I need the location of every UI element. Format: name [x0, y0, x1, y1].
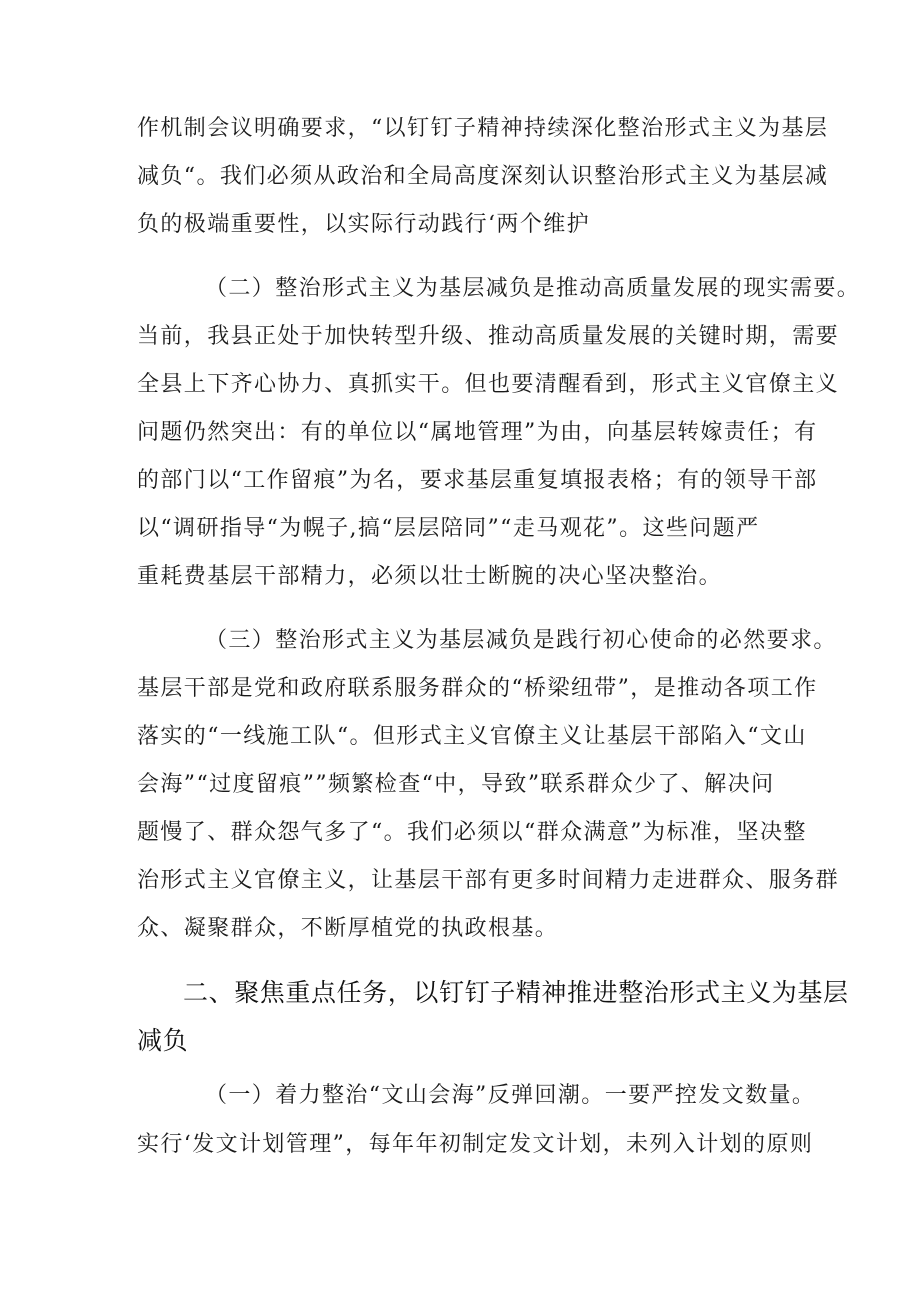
text-line: 的部门以“工作留痕”为名，要求基层重复填报表格；有的领导干部 — [137, 468, 818, 493]
section-heading: 二、聚焦重点任务，以钉钉子精神推进整治形式主义为基层 — [183, 978, 849, 1007]
text-line: 以“调研指导“为幌子,搞“层层陪同”“走马观花”。这些问题严 — [137, 516, 760, 541]
text-line: 作机制会议明确要求，“以钉钉子精神持续深化整治形式主义为基层 — [137, 116, 829, 141]
text-line: 基层干部是党和政府联系服务群众的“桥梁纽带”，是推动各项工作 — [137, 676, 818, 701]
text-line: 众、凝聚群众，不断厚植党的执政根基。 — [137, 916, 559, 941]
text-line: 当前，我县正处于加快转型升级、推动高质量发展的关键时期，需要 — [137, 324, 840, 349]
paragraph-lead-line: （一）着力整治“文山会海”反弹回潮。一要严控发文数量。 — [205, 1083, 816, 1108]
text-line: 落实的“一线施工队“。但形式主义官僚主义让基层干部陷入“文山 — [137, 724, 807, 749]
paragraph-lead-line: （二）整治形式主义为基层减负是推动高质量发展的现实需要。 — [205, 276, 861, 301]
text-line: 减负“。我们必须从政治和全局高度深刻认识整治形式主义为基层减 — [137, 164, 829, 189]
text-line: 问题仍然突出：有的单位以“属地管理”为由，向基层转嫁责任；有 — [137, 420, 818, 445]
text-line: 负的极端重要性，以实际行动践行‘两个维护 — [137, 212, 590, 237]
text-line: 重耗费基层干部精力，必须以壮士断腕的决心坚决整治。 — [137, 564, 723, 589]
text-line: 题慢了、群众怨气多了“。我们必须以“群众满意”为标准，坚决整 — [137, 820, 807, 845]
text-line: 实行‘发文计划管理”，每年年初制定发文计划，未列入计划的原则 — [137, 1132, 814, 1157]
section-heading-continuation: 减负 — [137, 1026, 189, 1055]
text-line: 治形式主义官僚主义，让基层干部有更多时间精力走进群众、服务群 — [137, 868, 840, 893]
text-line: 全县上下齐心协力、真抓实干。但也要清醒看到，形式主义官僚主义 — [137, 372, 840, 397]
text-line: 会海”“过度留痕””频繁检查“中，导致”联系群众少了、解决问 — [137, 772, 775, 797]
paragraph-lead-line: （三）整治形式主义为基层减负是践行初心使命的必然要求。 — [205, 628, 837, 653]
